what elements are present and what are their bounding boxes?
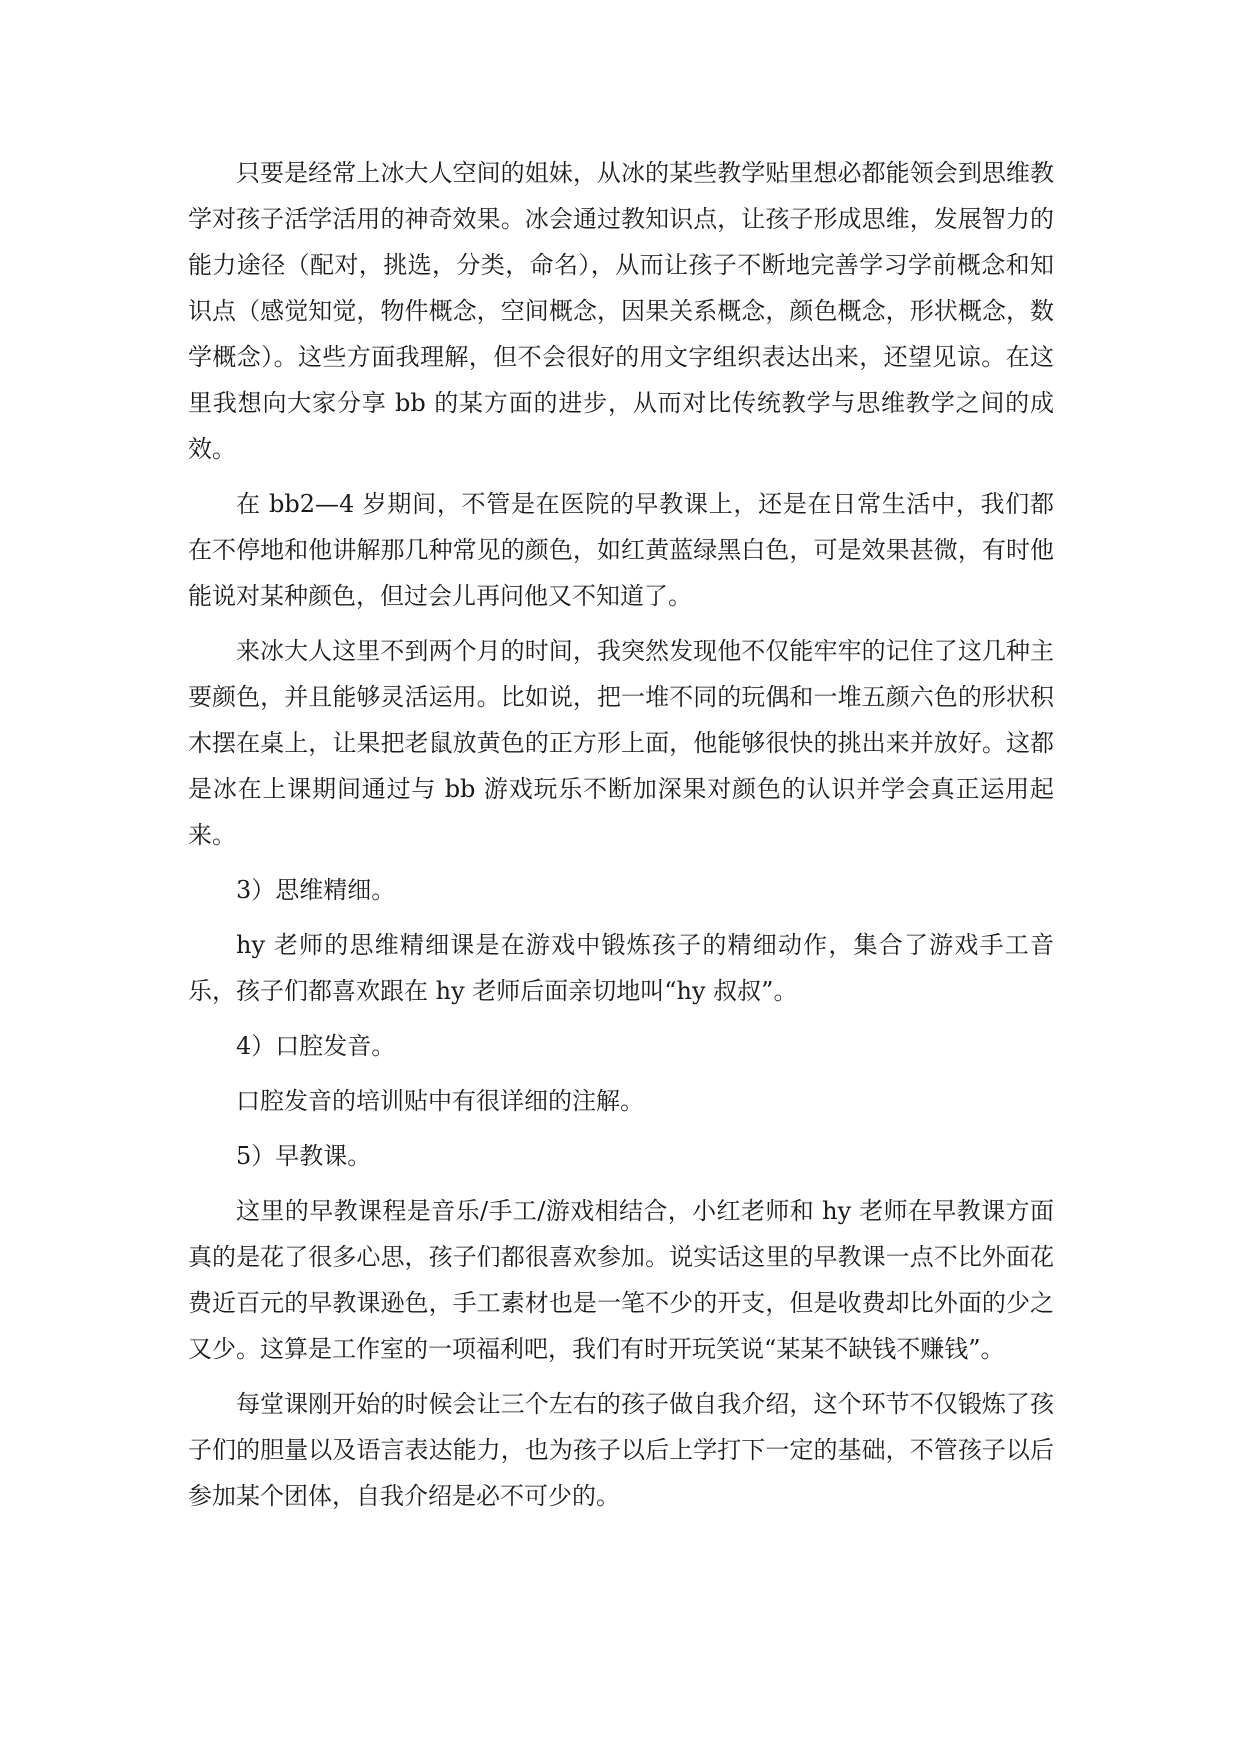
document-body (188, 150, 1054, 1528)
paragraph-early-education: 这里的早教课程是音乐/手工/游戏相结合，小红老师和 hy 老师在早教课方面真的是花了很多心思，孩子们都很喜欢参加。说实话这里的早教课一点不比外面花费近百元的早教课逊色，手工素材也是一笔不少的开支，但是收费却比外面的少之又少。这算是工作室的一项福利吧，我们有时开玩笑说“某某不缺钱不赚钱”。 (188, 1197, 1054, 1363)
paragraph-fine-thinking: hy 老师的思维精细课是在游戏中锻炼孩子的精细动作，集合了游戏手工音乐，孩子们都喜欢跟在 hy 老师后面亲切地叫“hy 叔叔”。 (188, 931, 1054, 1005)
paragraph-oral-pronunciation: 口腔发音的培训贴中有很详细的注解。 (236, 1087, 644, 1115)
section-heading-early-education: 5）早教课。 (236, 1142, 372, 1170)
paragraph-self-introduction: 每堂课刚开始的时候会让三个左右的孩子做自我介绍，这个环节不仅锻炼了孩子们的胆量以及语言表达能力，也为孩子以后上学打下一定的基础，不管孩子以后参加某个团体，自我介绍是必不可少的。 (188, 1390, 1054, 1510)
section-heading-oral-pronunciation: 4）口腔发音。 (236, 1032, 396, 1060)
paragraph-intro: 只要是经常上冰大人空间的姐妹，从冰的某些教学贴里想必都能领会到思维教学对孩子活学活用的神奇效果。冰会通过教知识点，让孩子形成思维，发展智力的能力途径（配对，挑选，分类，命名），从而让孩子不断地完善学习学前概念和知识点（感觉知觉，物件概念，空间概念，因果关系概念，颜色概念，形状概念，数学概念）。这些方面我理解，但不会很好的用文字组织表达出来，还望见谅。在这里我想向大家分享 bb 的某方面的进步，从而对比传统教学与思维教学之间的成效。 (188, 159, 1054, 463)
paragraph-colors-after: 来冰大人这里不到两个月的时间，我突然发现他不仅能牢牢的记住了这几种主要颜色，并且能够灵活运用。比如说，把一堆不同的玩偶和一堆五颜六色的形状积木摆在桌上，让果把老鼠放黄色的正方形上面，他能够很快的挑出来并放好。这都是冰在上课期间通过与 bb 游戏玩乐不断加深果对颜色的认识并学会真正运用起来。 (188, 637, 1054, 849)
section-heading-fine-thinking: 3）思维精细。 (236, 876, 396, 904)
paragraph-colors-before: 在 bb2—4 岁期间，不管是在医院的早教课上，还是在日常生活中，我们都在不停地和他讲解那几种常见的颜色，如红黄蓝绿黑白色，可是效果甚微，有时他能说对某种颜色，但过会儿再问他又不知道了。 (188, 490, 1054, 610)
